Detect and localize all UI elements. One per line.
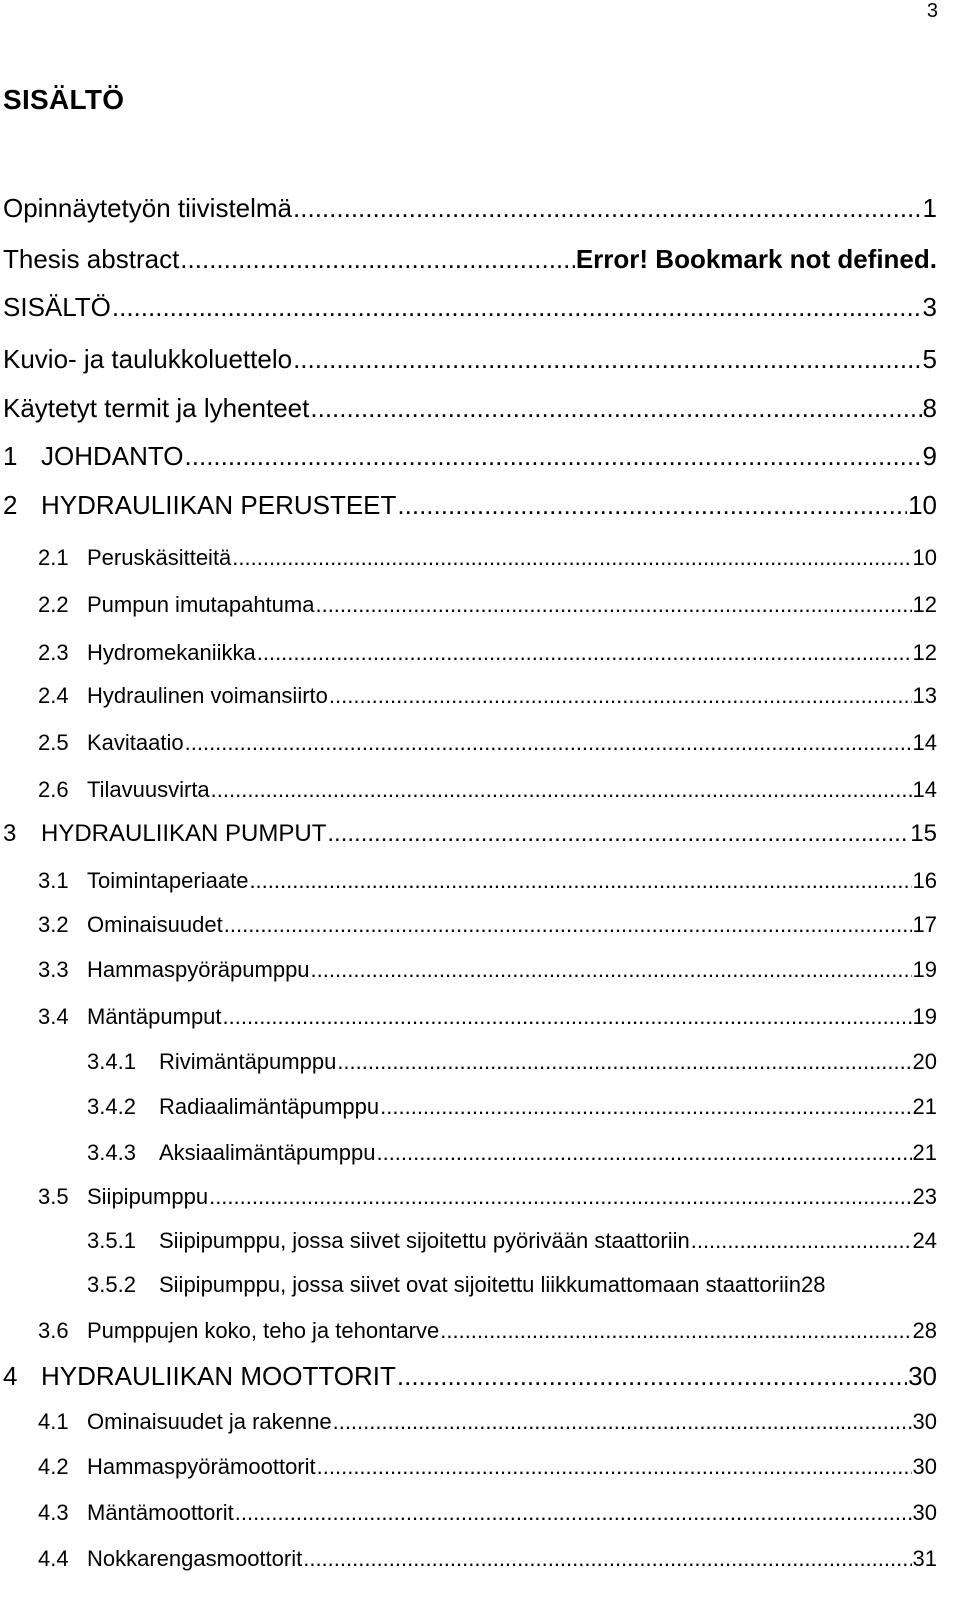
toc-entry-number: 4.2: [38, 1454, 69, 1479]
toc-entry-page: 30: [908, 1361, 937, 1391]
toc-entry[interactable]: [3, 441, 937, 472]
toc-entry-page: 28: [912, 1318, 937, 1343]
toc-entry-number: 3.6: [38, 1318, 69, 1343]
toc-entry-title: Ominaisuudet: [87, 912, 223, 937]
toc-dot-leader: [376, 1140, 911, 1166]
toc-dot-leader: [303, 1546, 911, 1572]
toc-entry-page: 24: [912, 1228, 937, 1253]
toc-entry-page: 20: [912, 1049, 937, 1074]
toc-dot-leader: [333, 1409, 912, 1435]
toc-entry-number: 2.4: [38, 683, 69, 708]
toc-entry-number: 2.2: [38, 592, 69, 617]
toc-entry-title: Peruskäsitteitä: [87, 545, 232, 570]
toc-entry-number: 3.4.2: [87, 1094, 136, 1119]
toc-entry-page: 5: [922, 344, 937, 374]
toc-entry[interactable]: [3, 820, 937, 848]
toc-entry[interactable]: [3, 393, 937, 424]
toc-dot-leader: [310, 393, 921, 424]
toc-dot-leader: [327, 820, 909, 848]
toc-entry[interactable]: [38, 1004, 937, 1030]
toc-entry-number: 3.4.3: [87, 1140, 136, 1165]
toc-dot-leader: [224, 912, 912, 938]
toc-entry-number: 3: [3, 820, 17, 847]
toc-entry[interactable]: [38, 777, 937, 803]
toc-dot-leader: [185, 730, 912, 756]
toc-entry[interactable]: [3, 244, 937, 275]
toc-entry-number: 4.3: [38, 1500, 69, 1525]
toc-entry-page: 21: [912, 1094, 937, 1119]
toc-entry-title: Pumppujen koko, teho ja tehontarve: [87, 1318, 440, 1343]
toc-dot-leader: [232, 545, 911, 571]
toc-entry[interactable]: [38, 1454, 937, 1480]
toc-entry-number: 1: [3, 441, 18, 471]
toc-entry-number: 2.1: [38, 545, 69, 570]
toc-entry[interactable]: [3, 344, 937, 375]
toc-entry-page: 23: [912, 1184, 937, 1209]
toc-entry-page: 19: [912, 957, 937, 982]
toc-entry-page: 1: [922, 193, 937, 223]
toc-entry-number: 3.1: [38, 868, 69, 893]
toc-entry-title: Toimintaperiaate: [87, 868, 249, 893]
toc-entry-title: HYDRAULIIKAN PUMPUT: [41, 820, 327, 847]
toc-entry-page: 17: [912, 912, 937, 937]
toc-entry-title: Mäntäpumput: [87, 1004, 222, 1029]
toc-dot-leader: [337, 1049, 911, 1075]
toc-entry-page: 15: [910, 820, 937, 847]
toc-entry-title: Siipipumppu, jossa siivet sijoitettu pyörivään staattoriin: [159, 1228, 690, 1253]
toc-entry-page: 21: [912, 1140, 937, 1165]
toc-dot-leader: [223, 1004, 912, 1030]
toc-entry[interactable]: [38, 912, 937, 938]
toc-entry-number: 2: [3, 490, 18, 520]
toc-entry-page: 30: [912, 1454, 937, 1479]
toc-entry-title: Opinnäytetyön tiivistelmä: [3, 193, 293, 223]
toc-dot-leader: [317, 1454, 912, 1480]
toc-dot-leader: [440, 1318, 911, 1344]
toc-entry-title: Pumpun imutapahtuma: [87, 592, 315, 617]
toc-entry-page: 12: [912, 640, 937, 665]
toc-entry-number: 3.3: [38, 957, 69, 982]
toc-entry-number: 3.5: [38, 1184, 69, 1209]
toc-entry-page: 31: [912, 1546, 937, 1571]
toc-entry-page: Error! Bookmark not defined.: [575, 244, 937, 274]
toc-entry[interactable]: [3, 1361, 937, 1392]
toc-entry-title: Radiaalimäntäpumppu: [159, 1094, 380, 1119]
toc-dot-leader: [257, 640, 912, 666]
toc-entry-number: 2.6: [38, 777, 69, 802]
toc-dot-leader: [311, 957, 912, 983]
toc-entry-number: 3.5.2: [87, 1272, 136, 1297]
toc-entry[interactable]: [38, 683, 937, 709]
toc-dot-leader: [315, 592, 911, 618]
toc-entry-number: 2.5: [38, 730, 69, 755]
toc-entry-number: 4.4: [38, 1546, 69, 1571]
toc-entry-page: 16: [912, 868, 937, 893]
toc-entry-title: Aksiaalimäntäpumppu: [159, 1140, 376, 1165]
toc-dot-leader: [235, 1500, 912, 1526]
toc-entry[interactable]: [38, 545, 937, 571]
toc-entry-title: Hammaspyöräpumppu: [87, 957, 310, 982]
page-number: 3: [926, 0, 938, 22]
page-title: SISÄLTÖ: [3, 84, 125, 115]
toc-entry-number: 3.5.1: [87, 1228, 136, 1253]
toc-entry-number: 4: [3, 1361, 18, 1391]
toc-entry-title: JOHDANTO: [41, 441, 184, 471]
toc-entry[interactable]: [3, 292, 937, 323]
toc-entry-page: 13: [912, 683, 937, 708]
toc-entry-number: 3.4: [38, 1004, 69, 1029]
toc-entry-title: Hydraulinen voimansiirto: [87, 683, 328, 708]
toc-entry[interactable]: [87, 1094, 937, 1120]
toc-dot-leader: [249, 868, 911, 894]
toc-entry-title: Kavitaatio: [87, 730, 184, 755]
toc-entry[interactable]: [38, 1318, 937, 1344]
toc-entry-title: Hydromekaniikka: [87, 640, 256, 665]
toc-entry-page: 12: [912, 592, 937, 617]
toc-entry[interactable]: [38, 1184, 937, 1210]
toc-entry-page: 14: [912, 777, 937, 802]
toc-entry-number: 4.1: [38, 1409, 69, 1434]
toc-entry[interactable]: [87, 1272, 937, 1298]
toc-entry[interactable]: [38, 1409, 937, 1435]
toc-entry[interactable]: [38, 1546, 937, 1572]
toc-entry[interactable]: [38, 1500, 937, 1526]
toc-entry-number: 2.3: [38, 640, 69, 665]
toc-entry-number: 3.2: [38, 912, 69, 937]
toc-entry[interactable]: [38, 957, 937, 983]
toc-entry[interactable]: [38, 592, 937, 618]
toc-entry-page: 10: [912, 545, 937, 570]
toc-entry[interactable]: [38, 640, 937, 666]
toc-entry-title: Kuvio- ja taulukkoluettelo: [3, 344, 293, 374]
toc-entry-title: HYDRAULIIKAN PERUSTEET: [41, 490, 397, 520]
toc-dot-leader: [180, 244, 575, 275]
toc-entry-title: Hammaspyörämoottorit: [87, 1454, 316, 1479]
toc-dot-leader: [380, 1094, 911, 1120]
toc-entry-title: Thesis abstract: [3, 244, 180, 274]
toc-entry-title: Siipipumppu, jossa siivet ovat sijoitettu liikkumattomaan staattoriin: [159, 1272, 801, 1297]
toc-entry[interactable]: [87, 1140, 937, 1166]
toc-dot-leader: [112, 292, 922, 323]
toc-entry-title: Ominaisuudet ja rakenne: [87, 1409, 332, 1434]
toc-entry[interactable]: [38, 730, 937, 756]
toc-dot-leader: [397, 1361, 907, 1392]
toc-entry-page: 9: [922, 441, 937, 471]
toc-entry[interactable]: [87, 1228, 937, 1254]
toc-entry-page: 14: [912, 730, 937, 755]
toc-entry-title: SISÄLTÖ: [3, 292, 111, 322]
toc-entry-title: Siipipumppu: [87, 1184, 209, 1209]
toc-dot-leader: [397, 490, 907, 521]
toc-dot-leader: [691, 1228, 912, 1254]
toc-entry-page: 19: [912, 1004, 937, 1029]
toc-entry-number: 3.4.1: [87, 1049, 136, 1074]
toc-entry-page: 3: [922, 292, 937, 322]
toc-entry-title: Mäntämoottorit: [87, 1500, 234, 1525]
toc-dot-leader: [211, 777, 912, 803]
toc-entry-title: HYDRAULIIKAN MOOTTORIT: [41, 1361, 396, 1391]
toc-entry[interactable]: [87, 1049, 937, 1075]
toc-entry-title: Tilavuusvirta: [87, 777, 210, 802]
toc-entry-page: 30: [912, 1409, 937, 1434]
toc-entry[interactable]: [38, 868, 937, 894]
toc-entry[interactable]: [3, 490, 937, 521]
toc-dot-leader: [293, 344, 921, 375]
toc-entry[interactable]: [3, 193, 937, 224]
toc-entry-title: Rivimäntäpumppu: [159, 1049, 337, 1074]
toc-entry-title: Käytetyt termit ja lyhenteet: [3, 393, 310, 423]
toc-dot-leader: [329, 683, 912, 709]
toc-entry-page: 28: [800, 1272, 826, 1297]
toc-entry-page: 10: [908, 490, 937, 520]
toc-entry-page: 8: [922, 393, 937, 423]
toc-dot-leader: [209, 1184, 911, 1210]
toc-dot-leader: [185, 441, 922, 472]
toc-entry-page: 30: [912, 1500, 937, 1525]
toc-dot-leader: [293, 193, 922, 224]
toc-entry-title: Nokkarengasmoottorit: [87, 1546, 303, 1571]
